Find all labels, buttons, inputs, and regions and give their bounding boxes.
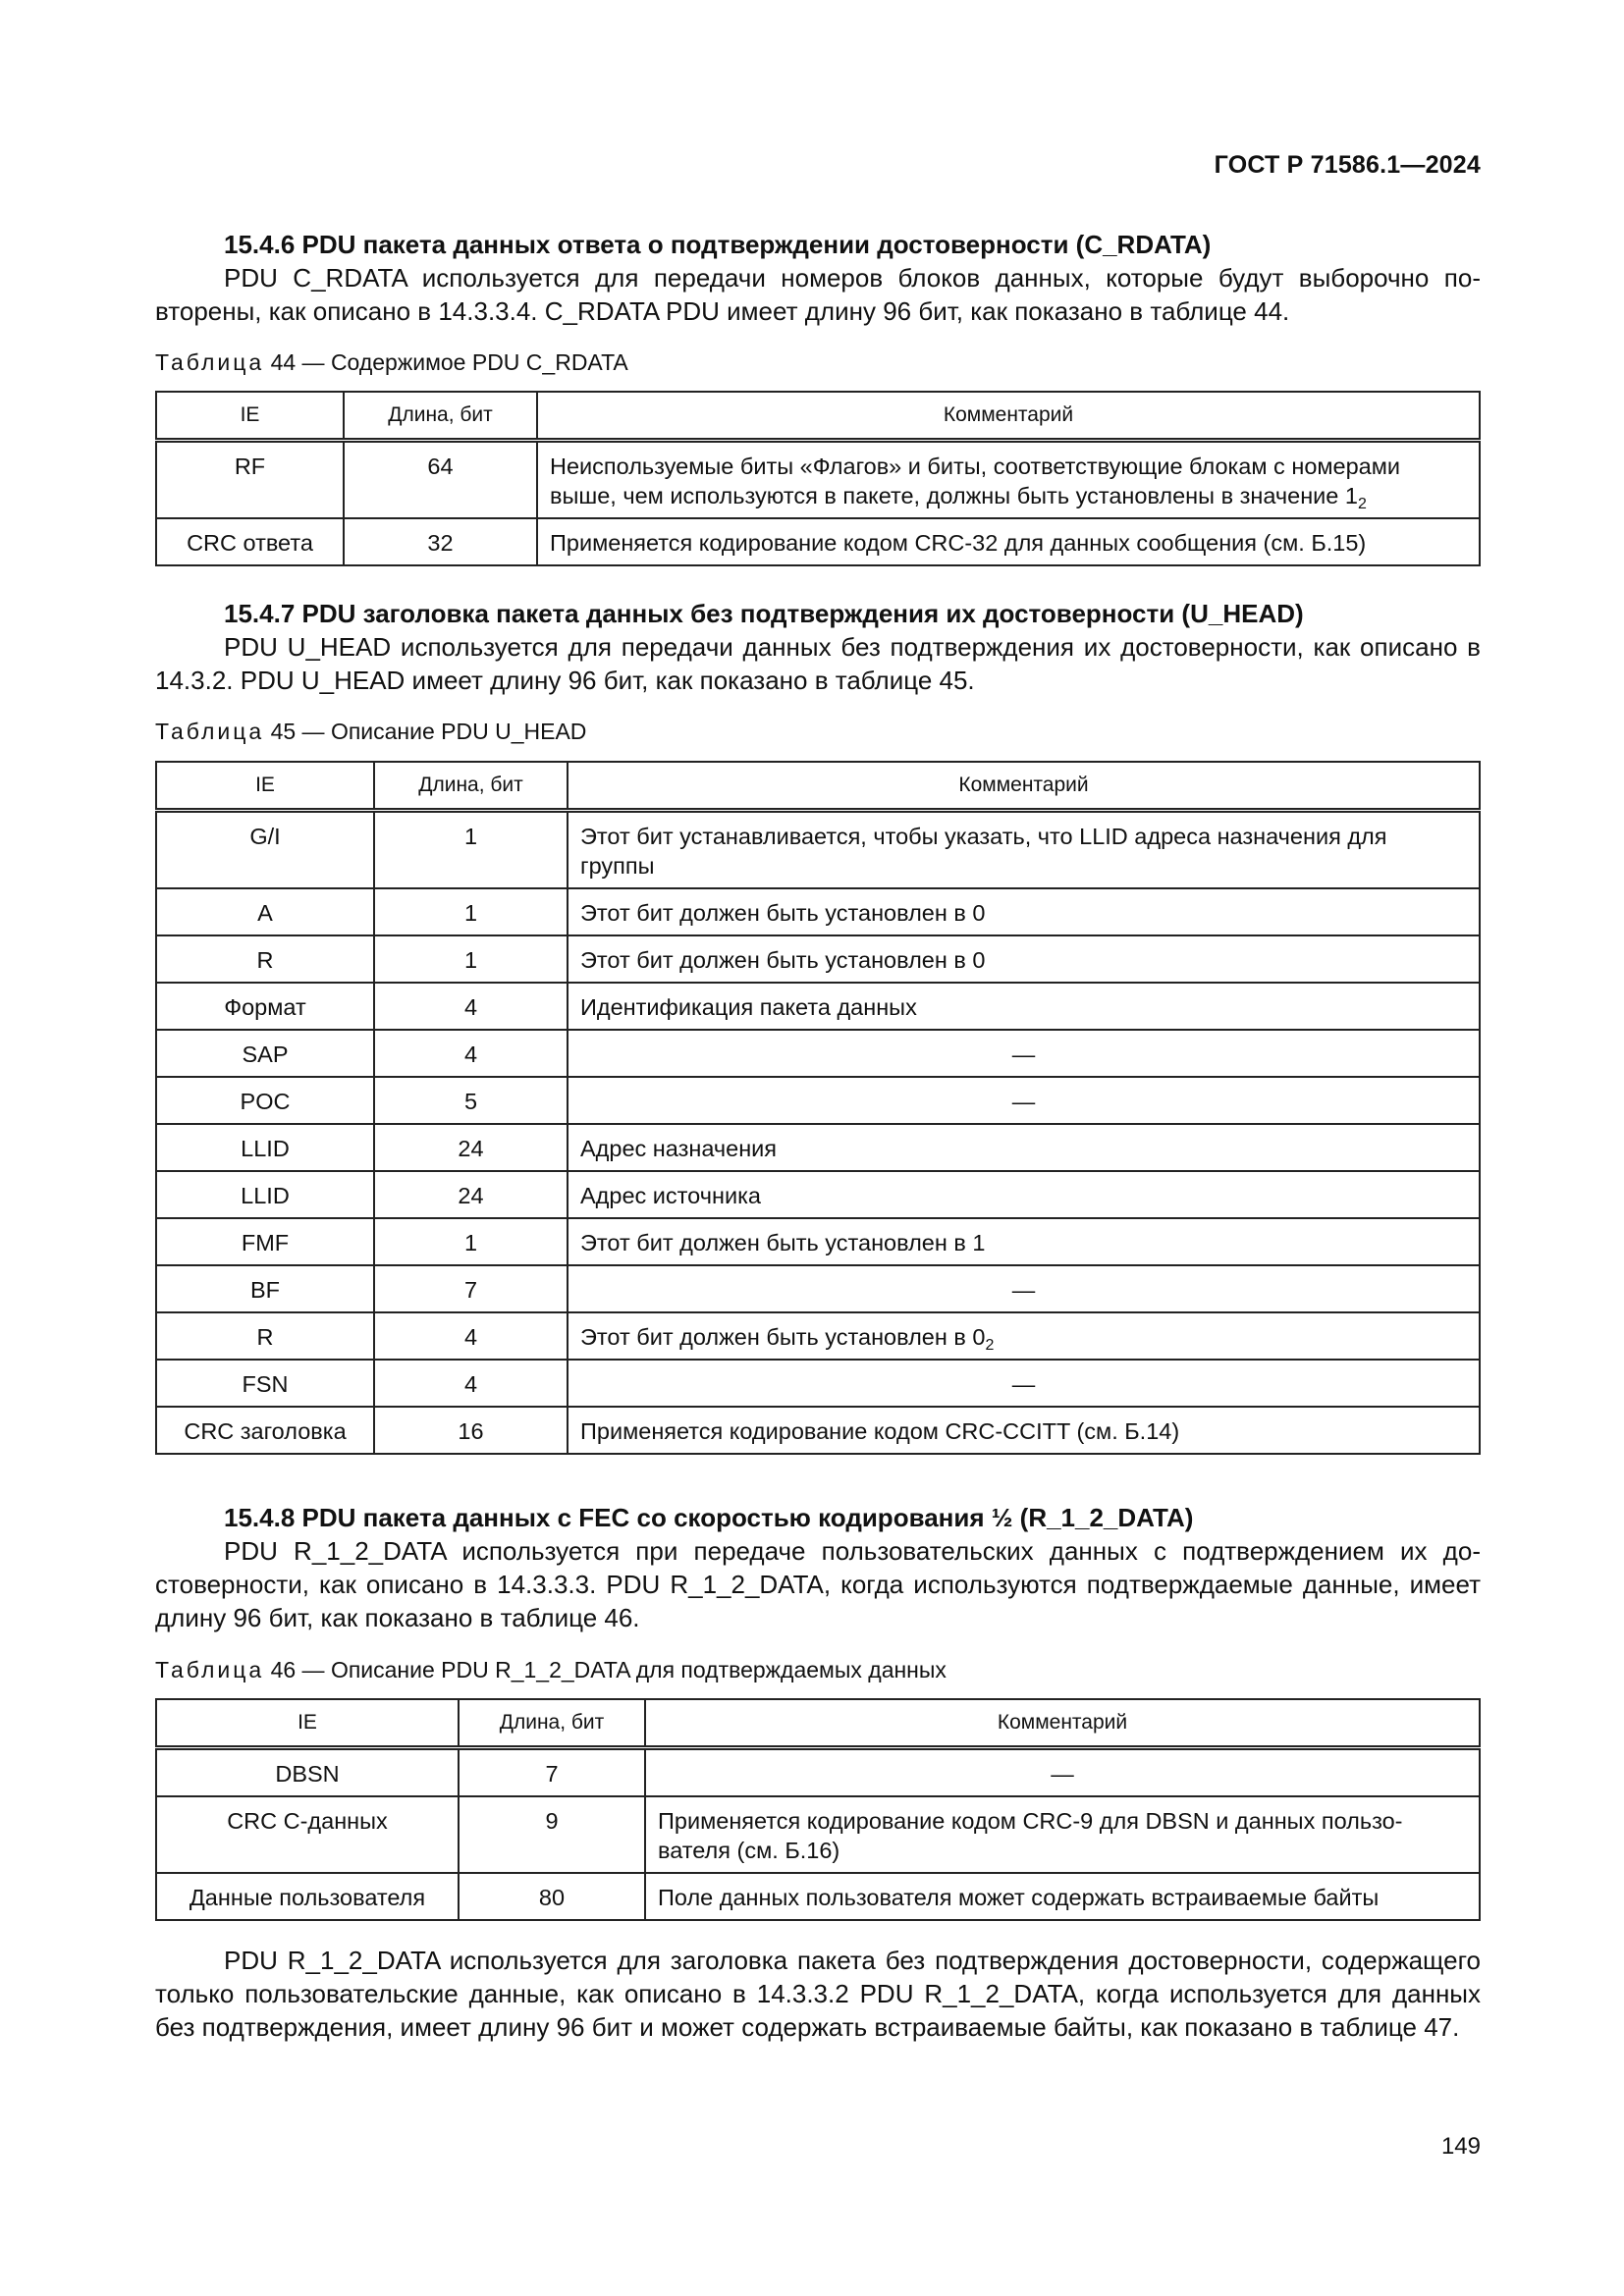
cell-length: 64 xyxy=(344,441,537,519)
cell-comment: Поле данных пользователя может содержать встраиваемые байты xyxy=(645,1873,1480,1920)
col-header-ie: IE xyxy=(156,392,344,441)
cell-ie: POC xyxy=(156,1077,374,1124)
table-row xyxy=(156,1124,1480,1171)
cell-comment: Применяется кодирование кодом CRC-CCITT (см. Б.14) xyxy=(568,1407,1480,1454)
col-header-length: Длина, бит xyxy=(374,762,568,811)
section-15-4-6 xyxy=(155,228,1481,328)
table-row xyxy=(156,1265,1480,1312)
table-row xyxy=(156,1360,1480,1407)
cell-ie: RF xyxy=(156,441,344,519)
caption-text: 45 — Описание PDU U_HEAD xyxy=(270,719,587,744)
table-header-row xyxy=(156,392,1480,441)
cell-length: 4 xyxy=(374,1312,568,1360)
page-number: 149 xyxy=(1440,2133,1481,2160)
cell-comment: Идентификация пакета данных xyxy=(568,983,1480,1030)
cell-ie: CRC С-данных xyxy=(156,1796,459,1873)
table-row xyxy=(156,983,1480,1030)
cell-length: 16 xyxy=(374,1407,568,1454)
col-header-comment: Комментарий xyxy=(568,762,1480,811)
cell-ie: LLID xyxy=(156,1171,374,1218)
cell-comment: Адрес назначения xyxy=(568,1124,1480,1171)
table-45-caption xyxy=(155,719,586,745)
cell-comment: Применяется кодирование кодом CRC-32 для данных сообщения (см. Б.15) xyxy=(537,518,1480,565)
table-row xyxy=(156,1030,1480,1077)
cell-ie: FMF xyxy=(156,1218,374,1265)
section-15-4-7 xyxy=(155,597,1481,697)
table-row xyxy=(156,1796,1480,1873)
cell-length: 1 xyxy=(374,888,568,935)
cell-length: 5 xyxy=(374,1077,568,1124)
table-row xyxy=(156,935,1480,983)
col-header-ie: IE xyxy=(156,762,374,811)
cell-comment: Применяется кодирование кодом CRC-9 для DBSN и данных пользователя (см. Б.16) xyxy=(645,1796,1480,1873)
table-44 xyxy=(155,391,1481,566)
cell-ie: FSN xyxy=(156,1360,374,1407)
cell-comment: — xyxy=(568,1360,1480,1407)
cell-ie: DBSN xyxy=(156,1748,459,1797)
caption-label: Таблица xyxy=(155,719,265,744)
table-44-caption xyxy=(155,349,628,376)
section-heading: 15.4.6 PDU пакета данных ответа о подтверждении достоверности (C_RDATA) xyxy=(224,230,1212,259)
section-paragraph: PDU U_HEAD используется для передачи данных без подтверждения их достоверности, как описано в 14.3.2. PDU U_HEAD имеет длину 96 бит, как показано в таблице 45. xyxy=(155,632,1481,695)
table-row xyxy=(156,1218,1480,1265)
cell-ie: A xyxy=(156,888,374,935)
cell-length: 4 xyxy=(374,1030,568,1077)
cell-length: 24 xyxy=(374,1124,568,1171)
table-row xyxy=(156,888,1480,935)
comment-text: Неиспользуемые биты «Флагов» и биты, соответствующие блокам с номерами выше, чем используются в пакете, должны быть установлены в значение 1 xyxy=(550,454,1401,508)
col-header-comment: Комментарий xyxy=(645,1699,1480,1748)
table-46 xyxy=(155,1698,1481,1921)
caption-label: Таблица xyxy=(155,349,265,375)
table-row xyxy=(156,1312,1480,1360)
cell-ie: CRC заголовка xyxy=(156,1407,374,1454)
col-header-ie: IE xyxy=(156,1699,459,1748)
comment-text: Этот бит должен быть установлен в 0 xyxy=(580,1324,986,1350)
cell-comment xyxy=(568,1312,1480,1360)
col-header-comment: Комментарий xyxy=(537,392,1480,441)
cell-ie: G/I xyxy=(156,811,374,889)
cell-ie: BF xyxy=(156,1265,374,1312)
cell-ie: R xyxy=(156,1312,374,1360)
caption-text: 46 — Описание PDU R_1_2_DATA для подтверждаемых данных xyxy=(270,1657,947,1682)
caption-text: 44 — Содержимое PDU C_RDATA xyxy=(270,349,628,375)
section-heading: 15.4.7 PDU заголовка пакета данных без подтверждения их достоверности (U_HEAD) xyxy=(224,599,1304,628)
cell-length: 80 xyxy=(459,1873,645,1920)
comment-subscript: 2 xyxy=(1357,496,1367,512)
cell-ie: CRC ответа xyxy=(156,518,344,565)
closing-section xyxy=(155,1944,1481,2044)
cell-comment: Адрес источника xyxy=(568,1171,1480,1218)
cell-comment: — xyxy=(568,1030,1480,1077)
cell-length: 24 xyxy=(374,1171,568,1218)
table-45 xyxy=(155,761,1481,1455)
cell-length: 9 xyxy=(459,1796,645,1873)
col-header-length: Длина, бит xyxy=(344,392,537,441)
table-row xyxy=(156,441,1480,519)
cell-ie: R xyxy=(156,935,374,983)
cell-ie: LLID xyxy=(156,1124,374,1171)
table-row xyxy=(156,1873,1480,1920)
section-heading: 15.4.8 PDU пакета данных с FEC со скоростью кодирования ½ (R_1_2_DATA) xyxy=(224,1503,1194,1532)
table-header-row xyxy=(156,762,1480,811)
section-paragraph: PDU C_RDATA используется для передачи номеров блоков данных, которые будут выборочно повторены, как описано в 14.3.3.4. C_RDATA PDU имеет длину 96 бит, как показано в таблице 44. xyxy=(155,263,1481,326)
cell-length: 7 xyxy=(374,1265,568,1312)
cell-comment: — xyxy=(568,1265,1480,1312)
cell-length: 32 xyxy=(344,518,537,565)
cell-comment xyxy=(537,441,1480,519)
caption-label: Таблица xyxy=(155,1657,265,1682)
cell-length: 4 xyxy=(374,983,568,1030)
standard-code: ГОСТ Р 71586.1—2024 xyxy=(1214,151,1481,179)
cell-comment: Этот бит должен быть установлен в 0 xyxy=(568,935,1480,983)
cell-ie: SAP xyxy=(156,1030,374,1077)
table-row xyxy=(156,1748,1480,1797)
cell-ie: Формат xyxy=(156,983,374,1030)
section-15-4-8 xyxy=(155,1501,1481,1634)
cell-comment: — xyxy=(568,1077,1480,1124)
table-row xyxy=(156,1407,1480,1454)
closing-paragraph: PDU R_1_2_DATA используется для заголовка пакета без подтверждения достоверности, содержащего только пользовательские данные, как описано в 14.3.3.2 PDU R_1_2_DATA, когда используется для данных без подтверждения, имеет длину 96 бит и может содержать встраиваемые байты, как показано в таблице 47. xyxy=(155,1946,1481,2042)
col-header-length: Длина, бит xyxy=(459,1699,645,1748)
table-header-row xyxy=(156,1699,1480,1748)
cell-ie: Данные пользователя xyxy=(156,1873,459,1920)
cell-comment: — xyxy=(645,1748,1480,1797)
table-row xyxy=(156,811,1480,889)
cell-comment: Этот бит устанавливается, чтобы указать, что LLID адреса назначения для группы xyxy=(568,811,1480,889)
table-row xyxy=(156,1171,1480,1218)
table-46-caption xyxy=(155,1657,947,1683)
cell-length: 1 xyxy=(374,935,568,983)
cell-length: 7 xyxy=(459,1748,645,1797)
cell-length: 4 xyxy=(374,1360,568,1407)
cell-length: 1 xyxy=(374,811,568,889)
table-row xyxy=(156,1077,1480,1124)
cell-comment: Этот бит должен быть установлен в 1 xyxy=(568,1218,1480,1265)
section-paragraph: PDU R_1_2_DATA используется при передаче пользовательских данных с подтверждением их достоверности, как описано в 14.3.3.3. PDU R_1_2_DATA, когда используются подтверждаемые данные, имеет длину 96 бит, как показано в таблице 46. xyxy=(155,1536,1481,1632)
table-row xyxy=(156,518,1480,565)
cell-length: 1 xyxy=(374,1218,568,1265)
comment-subscript: 2 xyxy=(985,1337,995,1354)
cell-comment: Этот бит должен быть установлен в 0 xyxy=(568,888,1480,935)
